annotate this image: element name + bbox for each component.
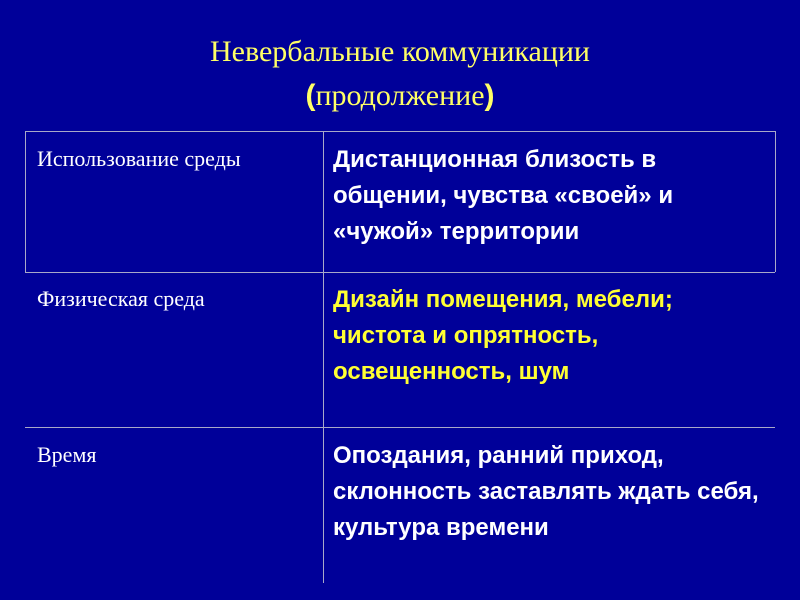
table-row bbox=[25, 428, 775, 583]
communication-table bbox=[25, 131, 775, 583]
description-cell-highlighted: Дизайн помещения, мебели; чистота и опрятность, освещенность, шум bbox=[333, 286, 673, 385]
table-right-border bbox=[775, 131, 776, 272]
category-cell: Время bbox=[37, 442, 97, 467]
column-divider bbox=[323, 131, 324, 583]
title-line-2 bbox=[0, 74, 800, 118]
category-cell: Использование среды bbox=[37, 146, 241, 171]
title-subtitle: продолжение bbox=[315, 79, 485, 112]
title-close-paren: ) bbox=[484, 79, 495, 112]
category-cell: Физическая среда bbox=[37, 286, 205, 311]
description-cell: Дистанционная близость в общении, чувства «своей» и «чужой» территории bbox=[333, 146, 674, 245]
table-left-border bbox=[25, 131, 26, 272]
table-row bbox=[25, 131, 775, 273]
description-cell: Опоздания, ранний приход, склонность заставлять ждать себя, культура времени bbox=[333, 442, 759, 541]
slide-title bbox=[0, 30, 800, 118]
title-open-paren: ( bbox=[305, 79, 316, 112]
table-row bbox=[25, 272, 775, 428]
title-line-1: Невербальные коммуникации bbox=[210, 35, 590, 68]
